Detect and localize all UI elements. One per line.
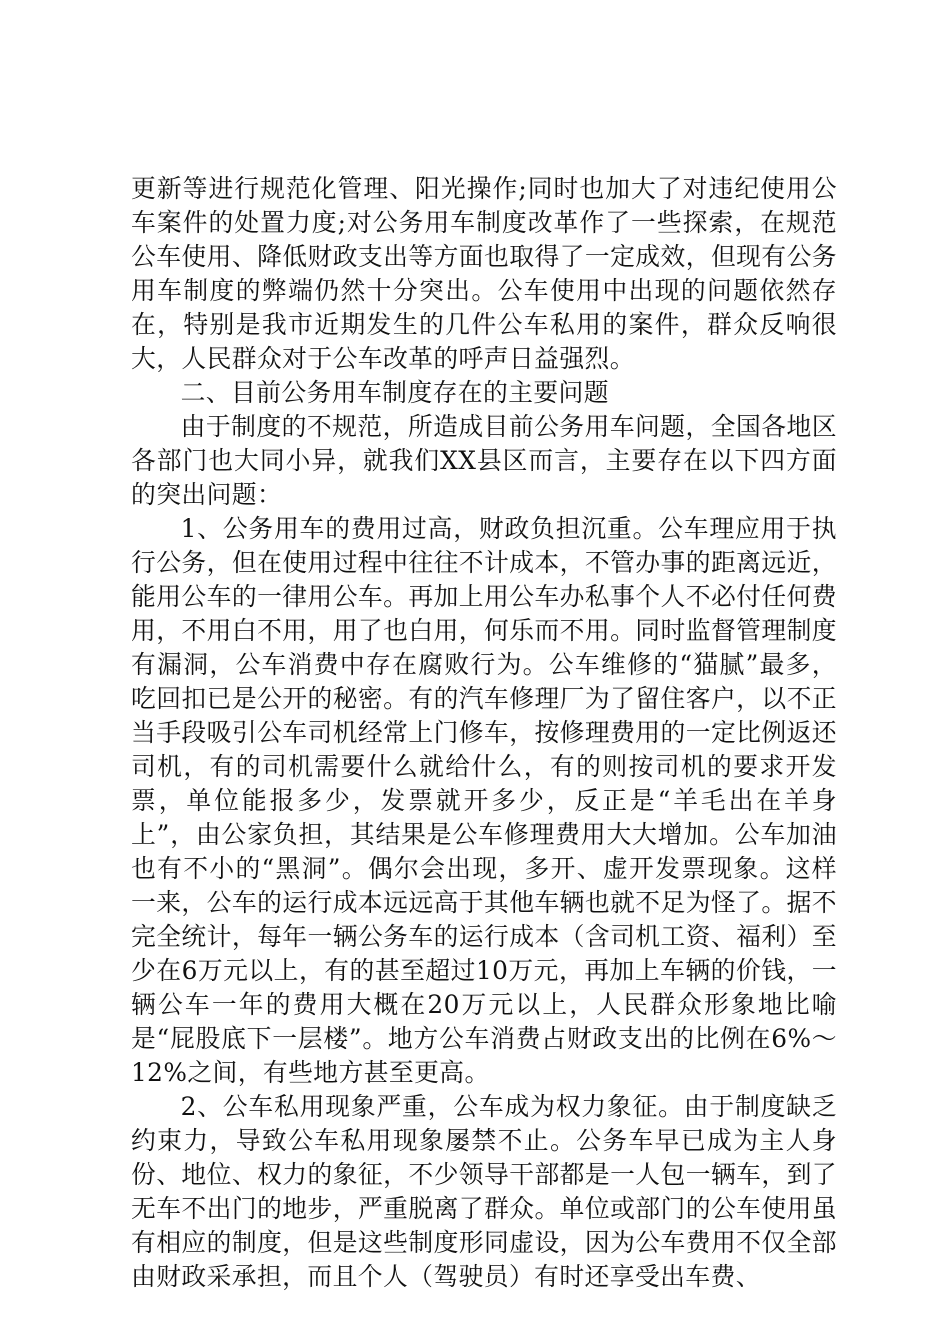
paragraph-intro-continuation: 更新等进行规范化管理、阳光操作;同时也加大了对违纪使用公车案件的处置力度;对公务用车制度改革作了一些探索，在规范公车使用、降低财政支出等方面也取得了一定成效，但现有公务用车制度的弊端仍然十分突出。公车使用中出现的问题依然存在，特别是我市近期发生的几件公车私用的案件，群众反响很大，人民群众对于公车改革的呼声日益强烈。	[131, 174, 837, 373]
paragraph-problems-overview: 由于制度的不规范，所造成目前公务用车问题，全国各地区各部门也大同小异，就我们XX县区而言，主要存在以下四方面的突出问题：	[131, 412, 837, 509]
paragraph-problem-2-private-use: 2、公车私用现象严重，公车成为权力象征。由于制度缺乏约束力，导致公车私用现象屡禁不止。公务车早已成为主人身份、地位、权力的象征，不少领导干部都是一人包一辆车，到了无车不出门的地步，严重脱离了群众。单位或部门的公车使用虽有相应的制度，但是这些制度形同虚设，因为公车费用不仅全部由财政采承担，而且个人（驾驶员）有时还享受出车费、	[131, 1092, 837, 1291]
document-body	[131, 172, 837, 1294]
paragraph-problem-1-high-costs: 1、公务用车的费用过高，财政负担沉重。公车理应用于执行公务，但在使用过程中往往不计成本，不管办事的距离远近，能用公车的一律用公车。再加上用公车办私事个人不必付任何费用，不用白不用，用了也白用，何乐而不用。同时监督管理制度有漏洞，公车消费中存在腐败行为。公车维修的“猫腻”最多，吃回扣已是公开的秘密。有的汽车修理厂为了留住客户，以不正当手段吸引公车司机经常上门修车，按修理费用的一定比例返还司机，有的司机需要什么就给什么，有的则按司机的要求开发票，单位能报多少，发票就开多少，反正是“羊毛出在羊身上”，由公家负担，其结果是公车修理费用大大增加。公车加油也有不小的“黑洞”。偶尔会出现，多开、虚开发票现象。这样一来，公车的运行成本远远高于其他车辆也就不足为怪了。据不完全统计，每年一辆公务车的运行成本（含司机工资、福利）至少在6万元以上，有的甚至超过10万元，再加上车辆的价钱，一辆公车一年的费用大概在20万元以上，人民群众形象地比喻是“屁股底下一层楼”。地方公车消费占财政支出的比例在6%～12%之间，有些地方甚至更高。	[131, 514, 837, 1087]
section-heading-main-problems: 二、目前公务用车制度存在的主要问题	[180, 378, 609, 407]
